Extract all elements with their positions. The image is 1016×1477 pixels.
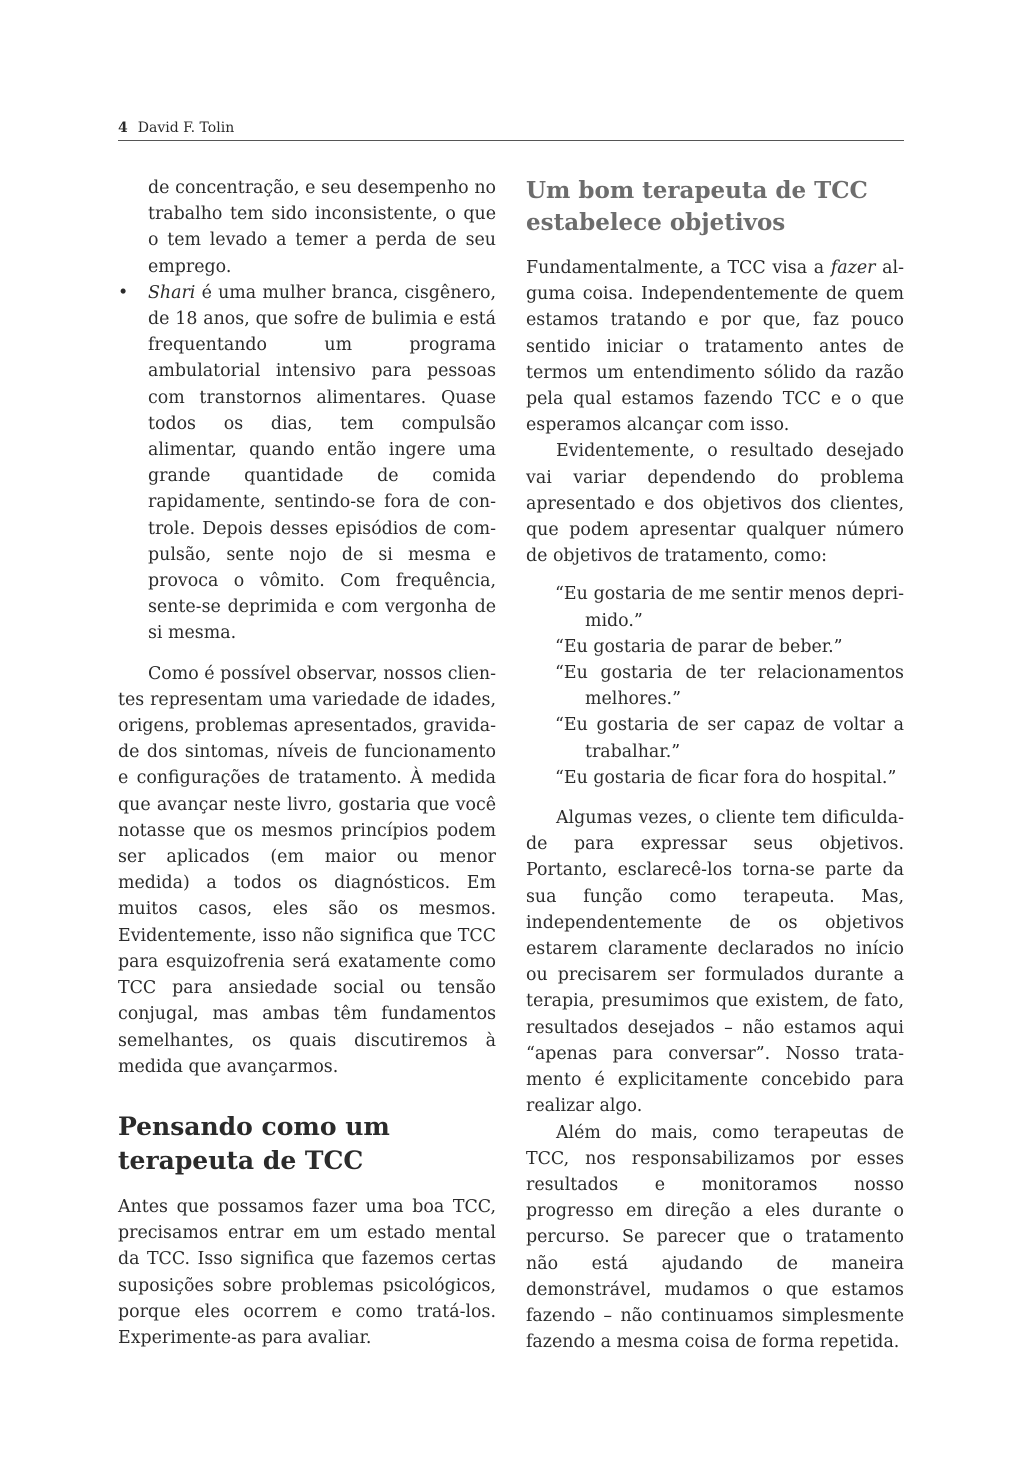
quote-item: “Eu gostaria de me sentir menos deprimido.” — [555, 584, 904, 631]
section-heading-line: terapeuta de TCC — [118, 1145, 364, 1175]
bullet-text: é uma mulher branca, cisgênero, de 18 anos, que sofre de bulimia e está frequentando um programa ambulatorial intensivo para pessoas com transtornos alimentares. Quase todos os dias, tem compulsão alimentar, quando então ingere uma grande quantidade de comida rapidamente, sentindo-se fora de controle. Depois desses episódios de compulsão, sente nojo de si mesma e provoca o vômito. Com frequência, sente-se deprimida e com vergonha de si mesma. — [148, 282, 496, 644]
quote-list — [526, 581, 904, 791]
body-text: Fundamentalmente, a TCC visa a — [526, 258, 831, 278]
section-heading — [118, 1110, 496, 1178]
quote-item: “Eu gostaria de parar de beber.” — [555, 636, 843, 657]
quote-item: “Eu gostaria de ficar fora do hospital.” — [555, 767, 897, 788]
body-paragraph: Além do mais, como terapeutas de TCC, nos responsabilizamos por esses resultados e monitoramos nosso progresso em direção a eles durante o percurso. Se parecer que o tratamento não está ajudando de maneira demonstrável, mudamos o que estamos fazendo – não continuamos simplesmente fazendo a mesma coisa de forma repetida. — [526, 1122, 904, 1353]
client-name: Shari — [148, 282, 196, 303]
body-paragraph: Como é possível observar, nossos clientes representam uma variedade de idades, origens, problemas apresentados, gravidade dos sintomas, níveis de funcionamento e configurações de tratamento. À medida que avançar neste livro, gostaria que você notasse que os mesmos princípios podem ser aplicados (em maior ou menor medida) a todos os diagnósticos. Em muitos casos, eles são os mesmos. Evidentemente, isso não significa que TCC para esquizofrenia será exatamente como TCC para ansiedade social ou tensão conjugal, mas ambas têm fundamentos semelhantes, os quais discutiremos à medida que avançarmos. — [118, 663, 496, 1077]
left-column — [118, 175, 496, 1351]
quote-item: “Eu gostaria de ter relacionamentos melhores.” — [555, 663, 904, 710]
body-paragraph: Evidentemente, o resultado desejado vai variar dependendo do problema apresentado e dos objetivos dos clientes, que podem apresentar qualquer número de objetivos de tratamento, como: — [526, 441, 904, 567]
author-name: David F. Tolin — [137, 120, 235, 136]
right-column — [526, 175, 904, 1355]
section-heading-line: Um bom terapeuta de TCC — [526, 177, 868, 204]
continued-paragraph: de concentração, e seu desempenho no trabalho tem sido inconsistente, o que o tem levado a temer a perda de seu emprego. — [148, 178, 496, 277]
page-number: 4 — [118, 120, 128, 136]
section-heading-line: estabelece objetivos — [526, 209, 786, 236]
emphasis-text: fazer — [830, 258, 876, 278]
quote-item: “Eu gostaria de ser capaz de voltar a trabalhar.” — [555, 715, 904, 762]
body-text: alguma coisa. Independentemente de quem estamos tratando e por que, faz pouco sentido iniciar o tratamento antes de termos um entendimento sólido da razão pela qual estamos fazendo TCC e o que esperamos alcançar com isso. — [526, 258, 904, 436]
bullet-item-shari — [118, 280, 496, 647]
body-paragraph — [526, 255, 904, 438]
body-paragraph: Antes que possamos fazer uma boa TCC, precisamos entrar em um estado mental da TCC. Isso significa que fazemos certas suposições sobre problemas psicológicos, porque eles ocorrem e como tratá-los. Experimente-as para avaliar. — [118, 1196, 496, 1348]
section-heading — [526, 175, 904, 239]
running-header — [118, 119, 904, 141]
bullet-marker: • — [118, 282, 129, 303]
section-heading-line: Pensando como um — [118, 1111, 390, 1141]
body-paragraph: Algumas vezes, o cliente tem dificuldade para expressar seus objetivos. Portanto, esclarecê-los torna-se parte da sua função como terapeuta. Mas, independentemente de os objetivos estarem claramente declarados no início ou precisarem ser formulados durante a terapia, presumimos que existem, de fato, resultados desejados – não estamos aqui “apenas para conversar”. Nosso tratamento é explicitamente concebido para realizar algo. — [526, 808, 904, 1117]
